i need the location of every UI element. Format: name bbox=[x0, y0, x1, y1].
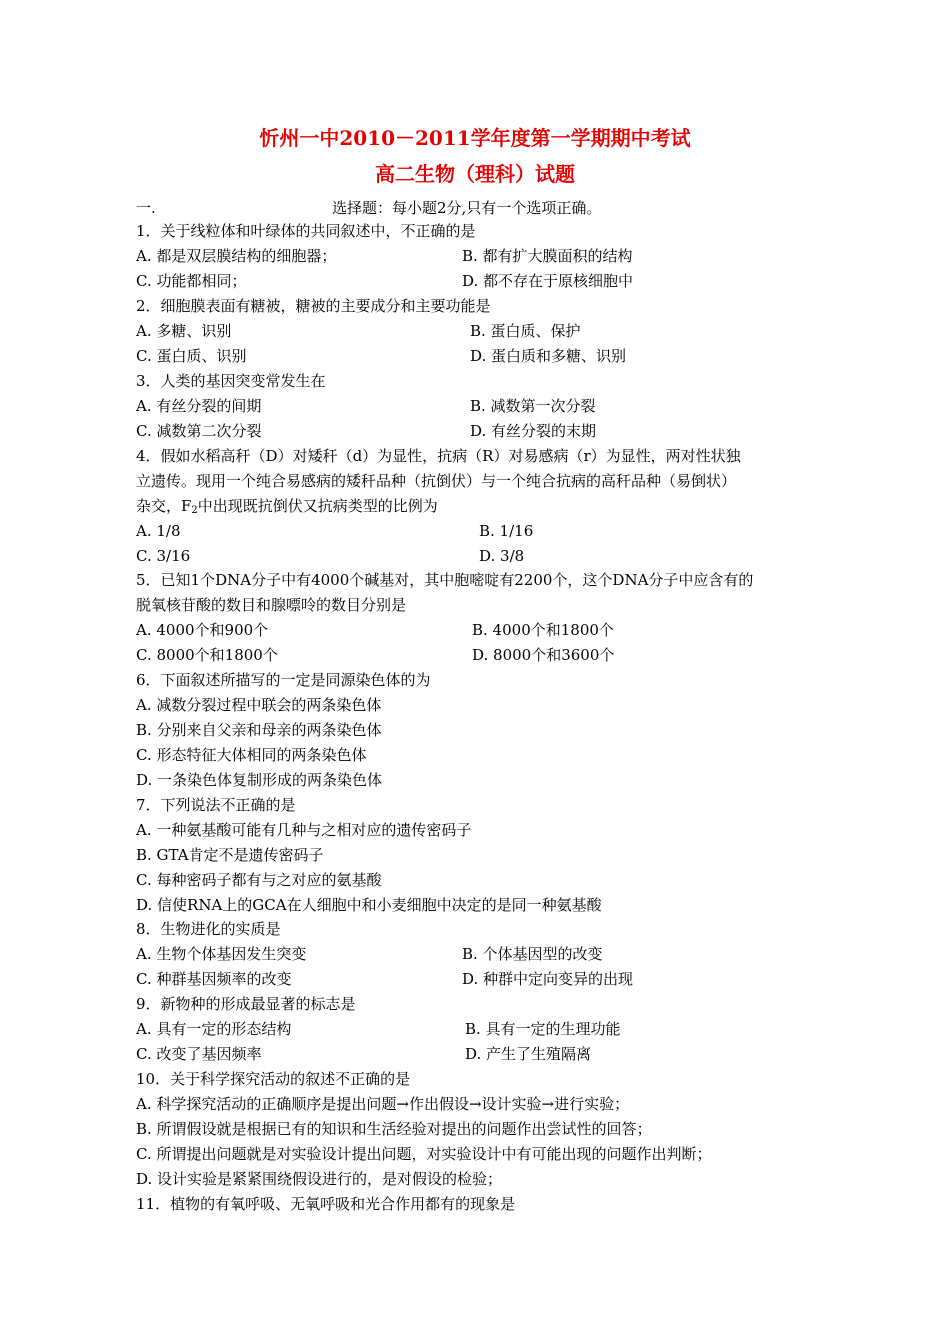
option: C. 每种密码子都有与之对应的氨基酸 bbox=[136, 871, 382, 889]
option: A. 1/8 bbox=[136, 522, 181, 540]
option: B. 4000个和1800个 bbox=[472, 621, 614, 639]
option: A. 都是双层膜结构的细胞器； bbox=[136, 247, 337, 265]
option: D. 蛋白质和多糖、识别 bbox=[470, 347, 627, 365]
exam-title: 忻州一中2010－2011学年度第一学期期中考试 bbox=[259, 126, 691, 150]
question-stem: 7．下列说法不正确的是 bbox=[136, 796, 296, 814]
question-stem: 9．新物种的形成最显著的标志是 bbox=[136, 995, 356, 1013]
option: A. 4000个和900个 bbox=[136, 621, 269, 639]
option: D. 都不存在于原核细胞中 bbox=[462, 272, 634, 290]
question-stem-line: 立遗传。现用一个纯合易感病的矮秆品种（抗倒伏）与一个纯合抗病的高秆品种（易倒状） bbox=[136, 472, 737, 490]
option: A. 减数分裂过程中联会的两条染色体 bbox=[136, 696, 382, 714]
option: C. 3/16 bbox=[136, 547, 191, 565]
option: D. 设计实验是紧紧围绕假设进行的，是对假设的检验； bbox=[136, 1170, 503, 1188]
option: C. 所谓提出问题就是对实验设计提出问题，对实验设计中有可能出现的问题作出判断； bbox=[136, 1145, 712, 1163]
option: A. 一种氨基酸可能有几种与之相对应的遗传密码子 bbox=[136, 821, 472, 839]
option: B. 减数第一次分裂 bbox=[470, 397, 596, 415]
option: B. 蛋白质、保护 bbox=[470, 322, 581, 340]
question-stem: 2．细胞膜表面有糖被，糖被的主要成分和主要功能是 bbox=[136, 297, 491, 315]
question-stem: 3．人类的基因突变常发生在 bbox=[136, 372, 326, 390]
option: B. 都有扩大膜面积的结构 bbox=[462, 247, 633, 265]
option: A. 生物个体基因发生突变 bbox=[136, 945, 307, 963]
option: B. 所谓假设就是根据已有的知识和生活经验对提出的问题作出尝试性的回答； bbox=[136, 1120, 652, 1138]
option: C. 减数第二次分裂 bbox=[136, 422, 262, 440]
option: D. 一条染色体复制形成的两条染色体 bbox=[136, 771, 383, 789]
question-stem-line: 5．已知1个DNA分子中有4000个碱基对，其中胞嘧啶有2200个，这个DNA分子中应含有的 bbox=[136, 571, 754, 589]
option: D. 种群中定向变异的出现 bbox=[462, 970, 634, 988]
option: A. 有丝分裂的间期 bbox=[136, 397, 262, 415]
section-instructions: 选择题：每小题2分,只有一个选项正确。 bbox=[332, 199, 602, 217]
option: C. 8000个和1800个 bbox=[136, 646, 278, 664]
question-stem-line bbox=[136, 496, 438, 516]
option: D. 3/8 bbox=[479, 547, 525, 565]
option: A. 具有一定的形态结构 bbox=[136, 1020, 292, 1038]
option: C. 蛋白质、识别 bbox=[136, 347, 247, 365]
section-number: 一. bbox=[136, 199, 156, 217]
option: A. 科学探究活动的正确顺序是提出问题→作出假设→设计实验→进行实验； bbox=[136, 1095, 630, 1113]
option: B. GTA肯定不是遗传密码子 bbox=[136, 846, 324, 864]
option: C. 种群基因频率的改变 bbox=[136, 970, 292, 988]
stem-text: 杂交，F bbox=[136, 497, 192, 515]
option: B. 具有一定的生理功能 bbox=[465, 1020, 621, 1038]
question-stem-line: 脱氧核苷酸的数目和腺嘌呤的数目分别是 bbox=[136, 596, 407, 614]
option: D. 8000个和3600个 bbox=[472, 646, 615, 664]
question-stem: 1．关于线粒体和叶绿体的共同叙述中，不正确的是 bbox=[136, 222, 476, 240]
option: A. 多糖、识别 bbox=[136, 322, 232, 340]
question-stem: 10．关于科学探究活动的叙述不正确的是 bbox=[136, 1070, 411, 1088]
stem-text: 中出现既抗倒伏又抗病类型的比例为 bbox=[197, 497, 438, 515]
option: B. 1/16 bbox=[479, 522, 534, 540]
option: D. 产生了生殖隔离 bbox=[465, 1045, 592, 1063]
option: B. 个体基因型的改变 bbox=[462, 945, 603, 963]
option: D. 信使RNA上的GCA在人细胞中和小麦细胞中决定的是同一种氨基酸 bbox=[136, 896, 602, 914]
option: D. 有丝分裂的末期 bbox=[470, 422, 597, 440]
option: C. 形态特征大体相同的两条染色体 bbox=[136, 746, 367, 764]
option: C. 改变了基因频率 bbox=[136, 1045, 262, 1063]
question-stem: 8．生物进化的实质是 bbox=[136, 920, 281, 938]
question-stem-line: 4．假如水稻高秆（D）对矮秆（d）为显性，抗病（R）对易感病（r）为显性，两对性状独 bbox=[136, 447, 741, 465]
subscript: 2 bbox=[191, 505, 198, 516]
option: B. 分别来自父亲和母亲的两条染色体 bbox=[136, 721, 382, 739]
exam-subtitle: 高二生物（理科）试题 bbox=[375, 162, 575, 186]
option: C. 功能都相同； bbox=[136, 272, 247, 290]
question-stem: 11．植物的有氧呼吸、无氧呼吸和光合作用都有的现象是 bbox=[136, 1195, 516, 1213]
question-stem: 6．下面叙述所描写的一定是同源染色体的为 bbox=[136, 671, 431, 689]
